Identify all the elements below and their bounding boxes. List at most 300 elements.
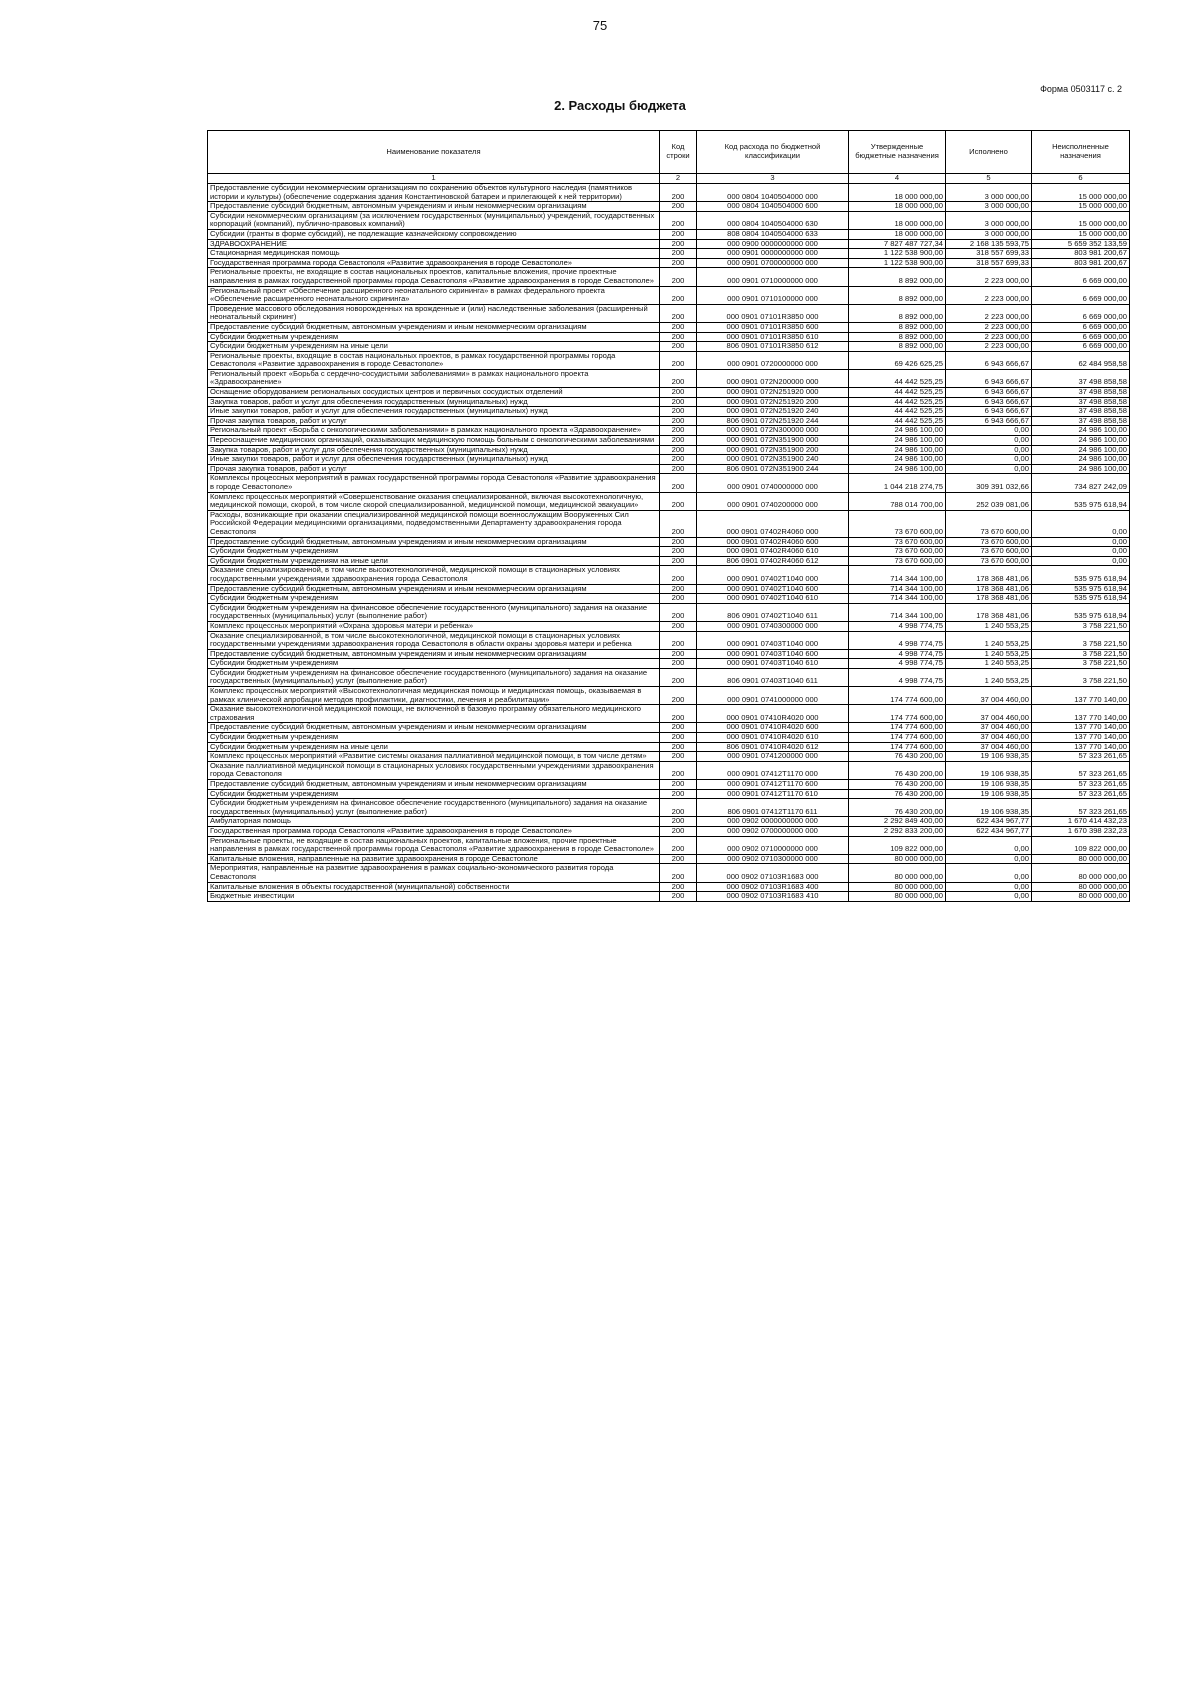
row-executed: 0,00	[946, 426, 1032, 436]
row-name: Оказание специализированной, в том числе высокотехнологичной, медицинской помощи в стационарных условиях государственными учреждениями здравоохранения города Севастополя в области охраны здоровья матери и ребенка	[208, 631, 660, 649]
row-unexecuted: 24 986 100,00	[1032, 436, 1130, 446]
row-name: Оказание паллиативной медицинской помощи в стационарных условиях государственными учреждениями здравоохранения города Севастополя	[208, 761, 660, 779]
row-classification-code: 000 0901 07403Т1040 000	[697, 631, 849, 649]
row-unexecuted: 3 758 221,50	[1032, 659, 1130, 669]
row-executed: 73 670 600,00	[946, 510, 1032, 537]
row-line-code: 200	[660, 239, 697, 249]
row-classification-code: 806 0901 07402R4060 612	[697, 556, 849, 566]
row-line-code: 200	[660, 510, 697, 537]
row-executed: 2 223 000,00	[946, 332, 1032, 342]
row-line-code: 200	[660, 799, 697, 817]
table-row	[208, 510, 1130, 537]
row-line-code: 200	[660, 687, 697, 705]
header-budget-classification-code: Код расхода по бюджетной классификации	[697, 131, 849, 174]
row-name: Стационарная медицинская помощь	[208, 249, 660, 259]
header-unexecuted: Неисполненные назначения	[1032, 131, 1130, 174]
row-classification-code: 000 0901 07101R3850 000	[697, 304, 849, 322]
header-executed: Исполнено	[946, 131, 1032, 174]
table-row	[208, 687, 1130, 705]
row-classification-code: 000 0900 0000000000 000	[697, 239, 849, 249]
row-line-code: 200	[660, 229, 697, 239]
row-line-code: 200	[660, 286, 697, 304]
row-executed: 178 368 481,06	[946, 584, 1032, 594]
row-approved: 18 000 000,00	[849, 202, 946, 212]
row-executed: 1 240 553,25	[946, 621, 1032, 631]
row-executed: 37 004 460,00	[946, 742, 1032, 752]
row-line-code: 200	[660, 407, 697, 417]
row-name: Закупка товаров, работ и услуг для обеспечения государственных (муниципальных) нужд	[208, 445, 660, 455]
row-approved: 18 000 000,00	[849, 184, 946, 202]
row-classification-code: 806 0901 072N351900 244	[697, 464, 849, 474]
row-name: Прочая закупка товаров, работ и услуг	[208, 416, 660, 426]
row-executed: 178 368 481,06	[946, 594, 1032, 604]
row-classification-code: 000 0901 0710100000 000	[697, 286, 849, 304]
row-classification-code: 000 0901 0720000000 000	[697, 351, 849, 369]
row-name: Комплекс процессных мероприятий «Охрана здоровья матери и ребенка»	[208, 621, 660, 631]
row-unexecuted: 535 975 618,94	[1032, 603, 1130, 621]
row-line-code: 200	[660, 416, 697, 426]
row-name: Оказание высокотехнологичной медицинской помощи, не включенной в базовую программу обязательного медицинского страхования	[208, 705, 660, 723]
table-row	[208, 474, 1130, 492]
row-line-code: 200	[660, 537, 697, 547]
row-approved: 44 442 525,25	[849, 388, 946, 398]
row-name: Государственная программа города Севастополя «Развитие здравоохранения в городе Севастополе»	[208, 826, 660, 836]
row-classification-code: 000 0902 07103R1683 400	[697, 882, 849, 892]
row-name: Иные закупки товаров, работ и услуг для обеспечения государственных (муниципальных) нужд	[208, 407, 660, 417]
row-classification-code: 000 0901 072N351900 200	[697, 445, 849, 455]
row-approved: 8 892 000,00	[849, 332, 946, 342]
table-header-row	[208, 131, 1130, 174]
row-approved: 4 998 774,75	[849, 659, 946, 669]
row-approved: 8 892 000,00	[849, 342, 946, 352]
section-title: 2. Расходы бюджета	[554, 98, 686, 113]
header-index: 6	[1032, 174, 1130, 184]
row-line-code: 200	[660, 455, 697, 465]
table-row	[208, 621, 1130, 631]
row-classification-code: 806 0901 07412Т1170 611	[697, 799, 849, 817]
row-classification-code: 000 0902 0000000000 000	[697, 817, 849, 827]
row-unexecuted: 535 975 618,94	[1032, 566, 1130, 584]
row-name: Субсидии бюджетным учреждениям	[208, 594, 660, 604]
table-row	[208, 594, 1130, 604]
row-name: Региональные проекты, не входящие в состав национальных проектов, капитальные вложения, прочие проектные направления в рамках государственной программы города Севастополя «Развитие здравоохранения в городе Севастополе»	[208, 268, 660, 286]
row-classification-code: 000 0901 07410R4020 610	[697, 733, 849, 743]
row-name: Предоставление субсидий бюджетным, автономным учреждениям и иным некоммерческим организациям	[208, 537, 660, 547]
row-executed: 0,00	[946, 455, 1032, 465]
row-line-code: 200	[660, 882, 697, 892]
row-executed: 6 943 666,67	[946, 407, 1032, 417]
row-name: Субсидии бюджетным учреждениям на финансовое обеспечение государственного (муниципального) задания на оказание государственных (муниципальных) услуг (выполнение работ)	[208, 799, 660, 817]
row-name: Предоставление субсидий бюджетным, автономным учреждениям и иным некоммерческим организациям	[208, 322, 660, 332]
row-executed: 309 391 032,66	[946, 474, 1032, 492]
row-unexecuted: 0,00	[1032, 547, 1130, 557]
row-approved: 4 998 774,75	[849, 649, 946, 659]
row-unexecuted: 109 822 000,00	[1032, 836, 1130, 854]
row-classification-code: 000 0901 0741200000 000	[697, 752, 849, 762]
row-name: Предоставление субсидий бюджетным, автономным учреждениям и иным некоммерческим организациям	[208, 649, 660, 659]
row-executed: 2 223 000,00	[946, 268, 1032, 286]
row-unexecuted: 803 981 200,67	[1032, 249, 1130, 259]
row-unexecuted: 0,00	[1032, 556, 1130, 566]
row-approved: 24 986 100,00	[849, 445, 946, 455]
row-unexecuted: 57 323 261,65	[1032, 789, 1130, 799]
row-executed: 6 943 666,67	[946, 351, 1032, 369]
row-name: Оснащение оборудованием региональных сосудистых центров и первичных сосудистых отделений	[208, 388, 660, 398]
row-line-code: 200	[660, 258, 697, 268]
row-executed: 19 106 938,35	[946, 752, 1032, 762]
table-row	[208, 342, 1130, 352]
row-approved: 73 670 600,00	[849, 556, 946, 566]
row-executed: 178 368 481,06	[946, 603, 1032, 621]
row-classification-code: 000 0902 07103R1683 410	[697, 892, 849, 902]
row-unexecuted: 803 981 200,67	[1032, 258, 1130, 268]
row-classification-code: 000 0901 072N300000 000	[697, 426, 849, 436]
row-name: Капитальные вложения, направленные на развитие здравоохранения в городе Севастополе	[208, 854, 660, 864]
row-name: Капитальные вложения в объекты государственной (муниципальной) собственности	[208, 882, 660, 892]
row-classification-code: 000 0901 07402R4060 000	[697, 510, 849, 537]
header-line-code: Код строки	[660, 131, 697, 174]
row-unexecuted: 80 000 000,00	[1032, 854, 1130, 864]
row-approved: 4 998 774,75	[849, 668, 946, 686]
row-executed: 37 004 460,00	[946, 733, 1032, 743]
row-line-code: 200	[660, 211, 697, 229]
row-approved: 8 892 000,00	[849, 304, 946, 322]
row-approved: 8 892 000,00	[849, 268, 946, 286]
header-index: 2	[660, 174, 697, 184]
row-classification-code: 000 0902 0710300000 000	[697, 854, 849, 864]
row-executed: 2 223 000,00	[946, 304, 1032, 322]
row-classification-code: 808 0804 1040504000 633	[697, 229, 849, 239]
row-executed: 0,00	[946, 864, 1032, 882]
row-unexecuted: 24 986 100,00	[1032, 455, 1130, 465]
table-row	[208, 882, 1130, 892]
row-approved: 1 044 218 274,75	[849, 474, 946, 492]
row-approved: 18 000 000,00	[849, 229, 946, 239]
row-executed: 73 670 600,00	[946, 537, 1032, 547]
row-unexecuted: 3 758 221,50	[1032, 649, 1130, 659]
row-name: Амбулаторная помощь	[208, 817, 660, 827]
row-unexecuted: 37 498 858,58	[1032, 388, 1130, 398]
row-unexecuted: 6 669 000,00	[1032, 332, 1130, 342]
row-approved: 18 000 000,00	[849, 211, 946, 229]
row-approved: 24 986 100,00	[849, 464, 946, 474]
row-line-code: 200	[660, 332, 697, 342]
table-row	[208, 229, 1130, 239]
row-executed: 6 943 666,67	[946, 416, 1032, 426]
table-row	[208, 407, 1130, 417]
row-unexecuted: 62 484 958,58	[1032, 351, 1130, 369]
row-executed: 622 434 967,77	[946, 817, 1032, 827]
budget-expenses-table	[207, 130, 1130, 902]
table-row	[208, 184, 1130, 202]
row-classification-code: 000 0901 072N200000 000	[697, 369, 849, 387]
table-row	[208, 351, 1130, 369]
row-unexecuted: 57 323 261,65	[1032, 752, 1130, 762]
row-classification-code: 000 0901 07403Т1040 610	[697, 659, 849, 669]
row-line-code: 200	[660, 322, 697, 332]
row-approved: 174 774 600,00	[849, 687, 946, 705]
row-executed: 19 106 938,35	[946, 789, 1032, 799]
table-row	[208, 668, 1130, 686]
row-unexecuted: 0,00	[1032, 537, 1130, 547]
row-name: Субсидии бюджетным учреждениям на иные цели	[208, 742, 660, 752]
row-executed: 6 943 666,67	[946, 369, 1032, 387]
row-unexecuted: 57 323 261,65	[1032, 780, 1130, 790]
row-line-code: 200	[660, 826, 697, 836]
row-unexecuted: 15 000 000,00	[1032, 229, 1130, 239]
row-approved: 2 292 833 200,00	[849, 826, 946, 836]
row-line-code: 200	[660, 705, 697, 723]
header-index: 1	[208, 174, 660, 184]
row-classification-code: 000 0901 07402R4060 610	[697, 547, 849, 557]
row-approved: 69 426 625,25	[849, 351, 946, 369]
row-name: Закупка товаров, работ и услуг для обеспечения государственных (муниципальных) нужд	[208, 397, 660, 407]
table-row	[208, 286, 1130, 304]
row-approved: 174 774 600,00	[849, 742, 946, 752]
row-name: Субсидии (гранты в форме субсидий), не подлежащие казначейскому сопровождению	[208, 229, 660, 239]
row-approved: 8 892 000,00	[849, 322, 946, 332]
row-unexecuted: 0,00	[1032, 510, 1130, 537]
table-row	[208, 752, 1130, 762]
row-name: Субсидии бюджетным учреждениям на финансовое обеспечение государственного (муниципального) задания на оказание государственных (муниципальных) услуг (выполнение работ)	[208, 668, 660, 686]
row-name: Субсидии бюджетным учреждениям на иные цели	[208, 556, 660, 566]
row-line-code: 200	[660, 780, 697, 790]
row-unexecuted: 37 498 858,58	[1032, 416, 1130, 426]
row-classification-code: 000 0901 07402Т1040 610	[697, 594, 849, 604]
row-classification-code: 000 0901 072N351900 240	[697, 455, 849, 465]
row-line-code: 200	[660, 864, 697, 882]
row-name: Субсидии бюджетным учреждениям	[208, 547, 660, 557]
row-line-code: 200	[660, 742, 697, 752]
table-row	[208, 322, 1130, 332]
row-classification-code: 000 0901 07410R4020 000	[697, 705, 849, 723]
row-classification-code: 000 0902 07103R1683 000	[697, 864, 849, 882]
row-classification-code: 000 0901 0740300000 000	[697, 621, 849, 631]
header-index: 4	[849, 174, 946, 184]
row-unexecuted: 6 669 000,00	[1032, 286, 1130, 304]
row-approved: 714 344 100,00	[849, 584, 946, 594]
form-label: Форма 0503117 с. 2	[1040, 84, 1122, 94]
row-line-code: 200	[660, 268, 697, 286]
row-classification-code: 000 0902 0710000000 000	[697, 836, 849, 854]
row-classification-code: 806 0901 072N251920 244	[697, 416, 849, 426]
row-name: Региональный проект «Борьба с сердечно-сосудистыми заболеваниями» в рамках национального проекта «Здравоохранение»	[208, 369, 660, 387]
header-index: 3	[697, 174, 849, 184]
row-line-code: 200	[660, 594, 697, 604]
row-executed: 3 000 000,00	[946, 184, 1032, 202]
row-unexecuted: 24 986 100,00	[1032, 426, 1130, 436]
table-row	[208, 733, 1130, 743]
row-name: Предоставление субсидий бюджетным, автономным учреждениям и иным некоммерческим организациям	[208, 780, 660, 790]
row-line-code: 200	[660, 397, 697, 407]
row-executed: 6 943 666,67	[946, 397, 1032, 407]
row-unexecuted: 37 498 858,58	[1032, 397, 1130, 407]
row-executed: 318 557 699,33	[946, 249, 1032, 259]
row-line-code: 200	[660, 603, 697, 621]
row-name: Мероприятия, направленные на развитие здравоохранения в рамках социально-экономического развития города Севастополя	[208, 864, 660, 882]
row-approved: 2 292 849 400,00	[849, 817, 946, 827]
row-unexecuted: 80 000 000,00	[1032, 864, 1130, 882]
table-row	[208, 659, 1130, 669]
row-unexecuted: 3 758 221,50	[1032, 631, 1130, 649]
row-name: Оказание специализированной, в том числе высокотехнологичной, медицинской помощи в стационарных условиях государственными учреждениями здравоохранения города Севастополя	[208, 566, 660, 584]
row-name: Прочая закупка товаров, работ и услуг	[208, 464, 660, 474]
row-approved: 109 822 000,00	[849, 836, 946, 854]
row-classification-code: 000 0901 072N351900 000	[697, 436, 849, 446]
row-name: Бюджетные инвестиции	[208, 892, 660, 902]
table-row	[208, 455, 1130, 465]
row-name: Субсидии бюджетным учреждениям на иные цели	[208, 342, 660, 352]
row-executed: 1 240 553,25	[946, 659, 1032, 669]
row-executed: 3 000 000,00	[946, 211, 1032, 229]
row-line-code: 200	[660, 369, 697, 387]
row-executed: 2 223 000,00	[946, 322, 1032, 332]
row-approved: 76 430 200,00	[849, 780, 946, 790]
row-classification-code: 000 0901 072N251920 000	[697, 388, 849, 398]
row-unexecuted: 3 758 221,50	[1032, 668, 1130, 686]
row-approved: 4 998 774,75	[849, 621, 946, 631]
row-approved: 4 998 774,75	[849, 631, 946, 649]
row-unexecuted: 6 669 000,00	[1032, 342, 1130, 352]
row-approved: 1 122 538 900,00	[849, 249, 946, 259]
row-executed: 37 004 460,00	[946, 687, 1032, 705]
row-classification-code: 000 0901 07412Т1170 600	[697, 780, 849, 790]
row-name: Предоставление субсидий бюджетным, автономным учреждениям и иным некоммерческим организациям	[208, 723, 660, 733]
row-executed: 178 368 481,06	[946, 566, 1032, 584]
row-name: Субсидии бюджетным учреждениям	[208, 332, 660, 342]
row-unexecuted: 137 770 140,00	[1032, 733, 1130, 743]
row-executed: 37 004 460,00	[946, 723, 1032, 733]
row-name: Субсидии бюджетным учреждениям	[208, 733, 660, 743]
row-line-code: 200	[660, 584, 697, 594]
row-classification-code: 000 0804 1040504000 630	[697, 211, 849, 229]
row-line-code: 200	[660, 547, 697, 557]
row-unexecuted: 3 758 221,50	[1032, 621, 1130, 631]
table-index-row	[208, 174, 1130, 184]
table-row	[208, 436, 1130, 446]
row-approved: 714 344 100,00	[849, 594, 946, 604]
row-approved: 174 774 600,00	[849, 723, 946, 733]
row-unexecuted: 6 669 000,00	[1032, 322, 1130, 332]
row-line-code: 200	[660, 184, 697, 202]
row-line-code: 200	[660, 817, 697, 827]
row-approved: 73 670 600,00	[849, 537, 946, 547]
row-approved: 73 670 600,00	[849, 547, 946, 557]
row-approved: 174 774 600,00	[849, 705, 946, 723]
row-executed: 622 434 967,77	[946, 826, 1032, 836]
row-line-code: 200	[660, 631, 697, 649]
page-number: 75	[592, 18, 608, 33]
table-row	[208, 603, 1130, 621]
table-row	[208, 761, 1130, 779]
row-unexecuted: 1 670 398 232,23	[1032, 826, 1130, 836]
row-classification-code: 000 0902 0700000000 000	[697, 826, 849, 836]
row-approved: 7 827 487 727,34	[849, 239, 946, 249]
row-name: Субсидии бюджетным учреждениям на финансовое обеспечение государственного (муниципального) задания на оказание государственных (муниципальных) услуг (выполнение работ)	[208, 603, 660, 621]
row-executed: 0,00	[946, 892, 1032, 902]
row-executed: 73 670 600,00	[946, 547, 1032, 557]
row-name: Региональные проекты, не входящие в состав национальных проектов, капитальные вложения, прочие проектные направления в рамках государственной программы города Севастополя «Развитие здравоохранения в городе Севастополе»	[208, 836, 660, 854]
header-approved: Утвержденные бюджетные назначения	[849, 131, 946, 174]
row-classification-code: 000 0901 0741000000 000	[697, 687, 849, 705]
row-executed: 1 240 553,25	[946, 649, 1032, 659]
table-row	[208, 202, 1130, 212]
row-line-code: 200	[660, 752, 697, 762]
table-row	[208, 836, 1130, 854]
row-name: Комплексы процессных мероприятий в рамках государственной программы города Севастополя «Развитие здравоохранения в городе Севастополе»	[208, 474, 660, 492]
row-classification-code: 000 0901 07101R3850 610	[697, 332, 849, 342]
row-name: Субсидии некоммерческим организациям (за исключением государственных (муниципальных) учреждений, государственных корпораций (компаний), публично-правовых компаний)	[208, 211, 660, 229]
row-unexecuted: 15 000 000,00	[1032, 202, 1130, 212]
row-line-code: 200	[660, 854, 697, 864]
row-line-code: 200	[660, 659, 697, 669]
row-executed: 3 000 000,00	[946, 229, 1032, 239]
row-classification-code: 000 0901 0740000000 000	[697, 474, 849, 492]
row-approved: 24 986 100,00	[849, 436, 946, 446]
table-row	[208, 826, 1130, 836]
row-line-code: 200	[660, 733, 697, 743]
row-approved: 174 774 600,00	[849, 733, 946, 743]
row-name: Комплекс процессных мероприятий «Развитие системы оказания паллиативной медицинской помощи, в том числе детям»	[208, 752, 660, 762]
row-name: Предоставление субсидий бюджетным, автономным учреждениям и иным некоммерческим организациям	[208, 584, 660, 594]
row-line-code: 200	[660, 566, 697, 584]
row-name: Переоснащение медицинских организаций, оказывающих медицинскую помощь больным с онкологическими заболеваниями	[208, 436, 660, 446]
row-classification-code: 000 0901 07402R4060 600	[697, 537, 849, 547]
row-unexecuted: 535 975 618,94	[1032, 594, 1130, 604]
row-classification-code: 000 0901 07412Т1170 000	[697, 761, 849, 779]
row-classification-code: 000 0901 072N251920 240	[697, 407, 849, 417]
row-approved: 1 122 538 900,00	[849, 258, 946, 268]
row-executed: 6 943 666,67	[946, 388, 1032, 398]
row-approved: 76 430 200,00	[849, 789, 946, 799]
row-executed: 2 223 000,00	[946, 342, 1032, 352]
row-line-code: 200	[660, 388, 697, 398]
row-unexecuted: 137 770 140,00	[1032, 723, 1130, 733]
row-executed: 73 670 600,00	[946, 556, 1032, 566]
row-unexecuted: 57 323 261,65	[1032, 799, 1130, 817]
row-unexecuted: 80 000 000,00	[1032, 892, 1130, 902]
table-row	[208, 211, 1130, 229]
row-line-code: 200	[660, 649, 697, 659]
row-name: Государственная программа города Севастополя «Развитие здравоохранения в городе Севастополе»	[208, 258, 660, 268]
row-executed: 2 223 000,00	[946, 286, 1032, 304]
row-executed: 1 240 553,25	[946, 631, 1032, 649]
row-approved: 76 430 200,00	[849, 761, 946, 779]
table-row	[208, 369, 1130, 387]
row-executed: 0,00	[946, 854, 1032, 864]
table-row	[208, 631, 1130, 649]
row-executed: 19 106 938,35	[946, 761, 1032, 779]
row-executed: 318 557 699,33	[946, 258, 1032, 268]
row-name: Расходы, возникающие при оказании специализированной медицинской помощи военнослужащим Вооруженных Сил Российской Федерации медицинскими организациями, подведомственными Департаменту здравоохранения города Севастополя	[208, 510, 660, 537]
row-classification-code: 000 0901 07410R4020 600	[697, 723, 849, 733]
row-unexecuted: 6 669 000,00	[1032, 304, 1130, 322]
row-executed: 3 000 000,00	[946, 202, 1032, 212]
row-unexecuted: 24 986 100,00	[1032, 445, 1130, 455]
table-row	[208, 892, 1130, 902]
row-name: Проведение массового обследования новорожденных на врожденные и (или) наследственные заболевания (расширенный неонатальный скрининг)	[208, 304, 660, 322]
row-line-code: 200	[660, 761, 697, 779]
row-unexecuted: 37 498 858,58	[1032, 407, 1130, 417]
row-unexecuted: 535 975 618,94	[1032, 492, 1130, 510]
row-name: Региональный проект «Обеспечение расширенного неонатального скрининга» в рамках федерального проекта «Обеспечение расширенного неонатального скрининга»	[208, 286, 660, 304]
table-row	[208, 388, 1130, 398]
row-name: Предоставление субсидии некоммерческим организациям по сохранению объектов культурного наследия (памятников истории и культуры) (обеспечение содержания здания Константиновской батареи и прилегающей к ней территории)	[208, 184, 660, 202]
row-name: ЗДРАВООХРАНЕНИЕ	[208, 239, 660, 249]
row-executed: 1 240 553,25	[946, 668, 1032, 686]
row-line-code: 200	[660, 304, 697, 322]
table-row	[208, 547, 1130, 557]
